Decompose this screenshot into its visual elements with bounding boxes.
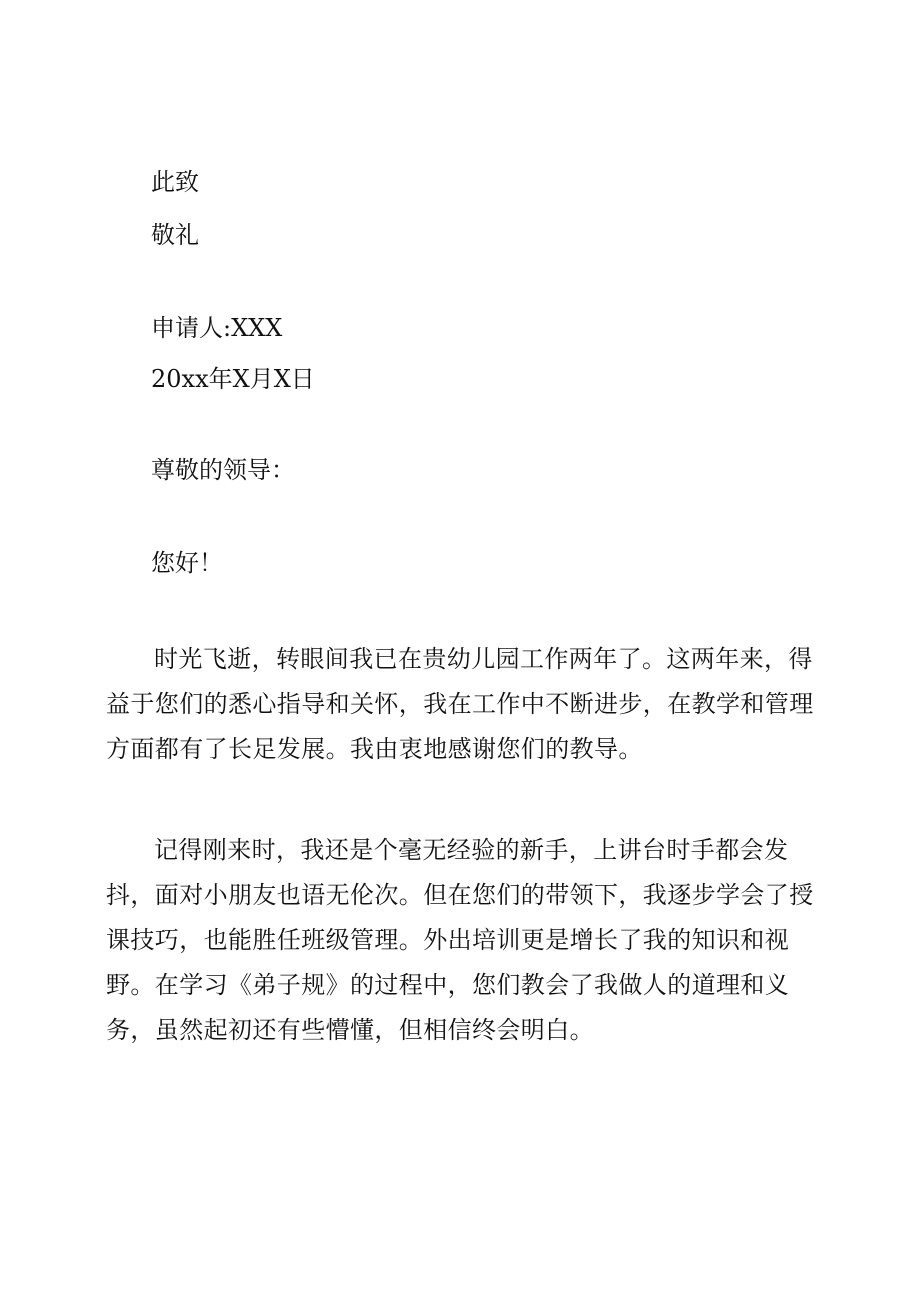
- body-paragraph-2: 记得刚来时，我还是个毫无经验的新手，上讲台时手都会发抖，面对小朋友也语无伦次。但在您们的带领下，我逐步学会了授课技巧，也能胜任班级管理。外出培训更是增长了我的知识和视野。在学习《弟子规》的过程中，您们教会了我做人的道理和义务，虽然起初还有些懵懂，但相信终会明白。: [106, 836, 814, 1044]
- application-date: 20xx年X月X日: [151, 365, 315, 393]
- body-paragraph-1: 时光飞逝，转眼间我已在贵幼儿园工作两年了。这两年来，得益于您们的悉心指导和关怀，我在工作中不断进步，在教学和管理方面都有了长足发展。我由衷地感谢您们的教导。: [106, 645, 814, 763]
- letter-greeting: 您好！: [151, 549, 223, 577]
- applicant-signature: 申请人:XXX: [151, 314, 283, 342]
- letter-salutation: 尊敬的领导：: [151, 456, 295, 484]
- closing-line-2: 敬礼: [151, 221, 199, 249]
- closing-line-1: 此致: [151, 168, 199, 196]
